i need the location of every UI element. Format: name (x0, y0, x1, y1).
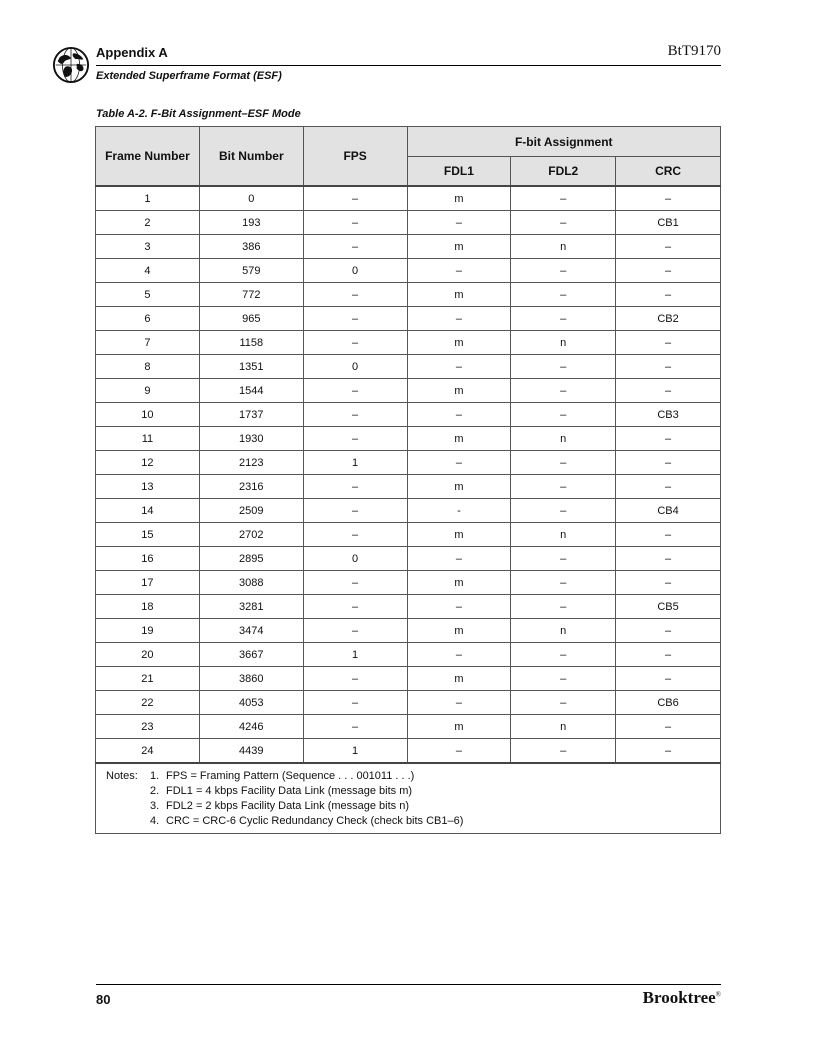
cell-fps: – (303, 715, 407, 739)
cell-frame-number: 16 (96, 547, 200, 571)
cell-fdl2: – (511, 499, 616, 523)
cell-frame-number: 22 (96, 691, 200, 715)
col-header-fps: FPS (303, 127, 407, 187)
cell-fps: – (303, 691, 407, 715)
cell-bit-number: 2509 (199, 499, 303, 523)
table-row (96, 331, 721, 355)
cell-fps: – (303, 235, 407, 259)
cell-fdl1: - (407, 499, 511, 523)
table-row (96, 451, 721, 475)
cell-fdl2: – (511, 451, 616, 475)
header-divider (96, 65, 721, 66)
cell-crc: CB2 (616, 307, 721, 331)
table-row (96, 186, 721, 211)
cell-fdl1: m (407, 427, 511, 451)
cell-frame-number: 7 (96, 331, 200, 355)
cell-frame-number: 2 (96, 211, 200, 235)
cell-bit-number: 3860 (199, 667, 303, 691)
cell-fdl2: – (511, 259, 616, 283)
cell-bit-number: 3474 (199, 619, 303, 643)
cell-fdl1: – (407, 259, 511, 283)
brand-wordmark (643, 988, 721, 1008)
table-row (96, 427, 721, 451)
cell-crc: – (616, 427, 721, 451)
table-row (96, 571, 721, 595)
cell-frame-number: 5 (96, 283, 200, 307)
table-row (96, 595, 721, 619)
cell-fdl2: – (511, 547, 616, 571)
cell-bit-number: 2123 (199, 451, 303, 475)
cell-crc: – (616, 667, 721, 691)
cell-fps: – (303, 667, 407, 691)
cell-fdl2: – (511, 307, 616, 331)
page-number: 80 (96, 992, 111, 1007)
col-header-fdl2: FDL2 (511, 157, 616, 187)
cell-bit-number: 4439 (199, 739, 303, 764)
notes-list (150, 769, 463, 829)
cell-frame-number: 17 (96, 571, 200, 595)
note-item (150, 814, 463, 829)
cell-fps: – (303, 403, 407, 427)
cell-bit-number: 1930 (199, 427, 303, 451)
cell-frame-number: 4 (96, 259, 200, 283)
cell-fps: 0 (303, 547, 407, 571)
cell-fdl2: – (511, 571, 616, 595)
cell-fdl2: n (511, 619, 616, 643)
cell-frame-number: 15 (96, 523, 200, 547)
cell-fdl2: n (511, 715, 616, 739)
cell-fps: – (303, 595, 407, 619)
cell-crc: – (616, 523, 721, 547)
cell-frame-number: 23 (96, 715, 200, 739)
table-row (96, 403, 721, 427)
cell-frame-number: 1 (96, 186, 200, 211)
cell-bit-number: 1158 (199, 331, 303, 355)
cell-crc: – (616, 186, 721, 211)
cell-bit-number: 3088 (199, 571, 303, 595)
cell-fdl2: – (511, 739, 616, 764)
cell-frame-number: 10 (96, 403, 200, 427)
cell-crc: – (616, 571, 721, 595)
note-text: FDL2 = 2 kbps Facility Data Link (message bits n) (166, 800, 410, 812)
cell-fdl2: – (511, 595, 616, 619)
section-title: Appendix A (96, 45, 168, 60)
cell-crc: – (616, 451, 721, 475)
cell-frame-number: 24 (96, 739, 200, 764)
cell-fdl1: – (407, 355, 511, 379)
table-row (96, 259, 721, 283)
cell-fps: – (303, 499, 407, 523)
cell-fdl2: – (511, 475, 616, 499)
note-text: CRC = CRC-6 Cyclic Redundancy Check (check bits CB1–6) (166, 815, 464, 827)
cell-fdl2: – (511, 667, 616, 691)
cell-frame-number: 13 (96, 475, 200, 499)
cell-frame-number: 20 (96, 643, 200, 667)
cell-bit-number: 1737 (199, 403, 303, 427)
cell-fdl2: – (511, 691, 616, 715)
cell-fdl1: m (407, 619, 511, 643)
cell-fdl2: – (511, 643, 616, 667)
cell-crc: – (616, 379, 721, 403)
cell-crc: – (616, 475, 721, 499)
table-row (96, 619, 721, 643)
cell-frame-number: 6 (96, 307, 200, 331)
cell-bit-number: 2895 (199, 547, 303, 571)
cell-fdl1: m (407, 379, 511, 403)
cell-bit-number: 579 (199, 259, 303, 283)
cell-fdl2: n (511, 235, 616, 259)
cell-crc: CB3 (616, 403, 721, 427)
cell-fdl2: n (511, 331, 616, 355)
cell-fdl1: – (407, 307, 511, 331)
table-row (96, 499, 721, 523)
cell-fps: – (303, 211, 407, 235)
cell-bit-number: 3667 (199, 643, 303, 667)
cell-fdl1: – (407, 739, 511, 764)
note-text: FPS = Framing Pattern (Sequence . . . 001011 . . .) (166, 770, 415, 782)
cell-crc: – (616, 739, 721, 764)
cell-fps: 0 (303, 259, 407, 283)
cell-fdl1: m (407, 331, 511, 355)
cell-crc: – (616, 355, 721, 379)
cell-bit-number: 4246 (199, 715, 303, 739)
table-row (96, 475, 721, 499)
cell-crc: – (616, 331, 721, 355)
cell-frame-number: 3 (96, 235, 200, 259)
registered-mark: ® (715, 990, 721, 999)
note-number: 3. (150, 800, 160, 812)
note-item (150, 799, 463, 814)
cell-crc: CB1 (616, 211, 721, 235)
cell-fdl1: m (407, 186, 511, 211)
table-row (96, 235, 721, 259)
table-row (96, 547, 721, 571)
table-row (96, 643, 721, 667)
note-number: 4. (150, 815, 160, 827)
cell-fps: – (303, 186, 407, 211)
cell-frame-number: 21 (96, 667, 200, 691)
cell-fdl1: m (407, 523, 511, 547)
brooktree-globe-logo-icon (52, 46, 90, 84)
cell-fdl2: – (511, 379, 616, 403)
cell-fdl1: m (407, 667, 511, 691)
cell-bit-number: 1544 (199, 379, 303, 403)
cell-fdl1: – (407, 451, 511, 475)
cell-fps: – (303, 475, 407, 499)
fbit-assignment-table (95, 126, 721, 834)
cell-bit-number: 772 (199, 283, 303, 307)
cell-crc: – (616, 259, 721, 283)
cell-fdl1: – (407, 547, 511, 571)
cell-fdl2: – (511, 186, 616, 211)
cell-crc: – (616, 715, 721, 739)
table-row (96, 739, 721, 764)
cell-fps: – (303, 331, 407, 355)
note-item (150, 769, 463, 784)
col-header-fbit-assignment: F-bit Assignment (407, 127, 720, 157)
cell-fdl2: – (511, 283, 616, 307)
cell-crc: CB4 (616, 499, 721, 523)
cell-bit-number: 386 (199, 235, 303, 259)
notes-label: Notes: (106, 770, 138, 782)
table-row (96, 307, 721, 331)
cell-frame-number: 19 (96, 619, 200, 643)
table-row (96, 355, 721, 379)
cell-crc: – (616, 643, 721, 667)
cell-fdl1: – (407, 691, 511, 715)
cell-fps: – (303, 379, 407, 403)
note-text: FDL1 = 4 kbps Facility Data Link (message bits m) (166, 785, 413, 797)
cell-crc: CB6 (616, 691, 721, 715)
cell-crc: – (616, 547, 721, 571)
cell-fps: – (303, 307, 407, 331)
cell-frame-number: 14 (96, 499, 200, 523)
cell-fdl1: – (407, 211, 511, 235)
col-header-bit-number: Bit Number (199, 127, 303, 187)
table-row (96, 667, 721, 691)
cell-frame-number: 8 (96, 355, 200, 379)
cell-fdl1: m (407, 715, 511, 739)
cell-frame-number: 12 (96, 451, 200, 475)
cell-fdl1: m (407, 475, 511, 499)
table-caption: Table A-2. F-Bit Assignment–ESF Mode (96, 108, 301, 120)
table-row (96, 211, 721, 235)
cell-bit-number: 3281 (199, 595, 303, 619)
footer-divider (96, 984, 721, 985)
cell-bit-number: 193 (199, 211, 303, 235)
table-row (96, 379, 721, 403)
brand-name: Brooktree (642, 988, 716, 1007)
cell-crc: – (616, 283, 721, 307)
cell-bit-number: 0 (199, 186, 303, 211)
cell-fdl2: – (511, 403, 616, 427)
cell-crc: – (616, 235, 721, 259)
cell-fps: – (303, 427, 407, 451)
cell-bit-number: 4053 (199, 691, 303, 715)
table-row (96, 523, 721, 547)
cell-fps: 1 (303, 739, 407, 764)
cell-frame-number: 9 (96, 379, 200, 403)
note-item (150, 784, 463, 799)
cell-fps: – (303, 523, 407, 547)
cell-fdl2: – (511, 355, 616, 379)
cell-fdl1: – (407, 643, 511, 667)
cell-frame-number: 18 (96, 595, 200, 619)
cell-fps: 1 (303, 643, 407, 667)
notes-row (96, 763, 721, 834)
cell-fdl1: – (407, 595, 511, 619)
cell-crc: – (616, 619, 721, 643)
note-number: 2. (150, 785, 160, 797)
notes-cell (96, 763, 721, 834)
cell-bit-number: 1351 (199, 355, 303, 379)
col-header-frame-number: Frame Number (96, 127, 200, 187)
cell-fps: – (303, 283, 407, 307)
cell-fdl1: – (407, 403, 511, 427)
cell-fps: 1 (303, 451, 407, 475)
col-header-fdl1: FDL1 (407, 157, 511, 187)
col-header-crc: CRC (616, 157, 721, 187)
cell-fdl1: m (407, 235, 511, 259)
subsection-title: Extended Superframe Format (ESF) (96, 70, 282, 82)
cell-bit-number: 2316 (199, 475, 303, 499)
cell-fdl1: m (407, 571, 511, 595)
cell-fps: – (303, 619, 407, 643)
table-row (96, 283, 721, 307)
cell-fdl2: – (511, 211, 616, 235)
table-row (96, 715, 721, 739)
cell-bit-number: 965 (199, 307, 303, 331)
cell-fdl1: m (407, 283, 511, 307)
table-row (96, 691, 721, 715)
cell-fps: – (303, 571, 407, 595)
cell-crc: CB5 (616, 595, 721, 619)
cell-fdl2: n (511, 523, 616, 547)
cell-fps: 0 (303, 355, 407, 379)
table-body (96, 186, 721, 834)
cell-frame-number: 11 (96, 427, 200, 451)
part-number: BtT9170 (667, 43, 721, 59)
note-number: 1. (150, 770, 160, 782)
cell-bit-number: 2702 (199, 523, 303, 547)
cell-fdl2: n (511, 427, 616, 451)
